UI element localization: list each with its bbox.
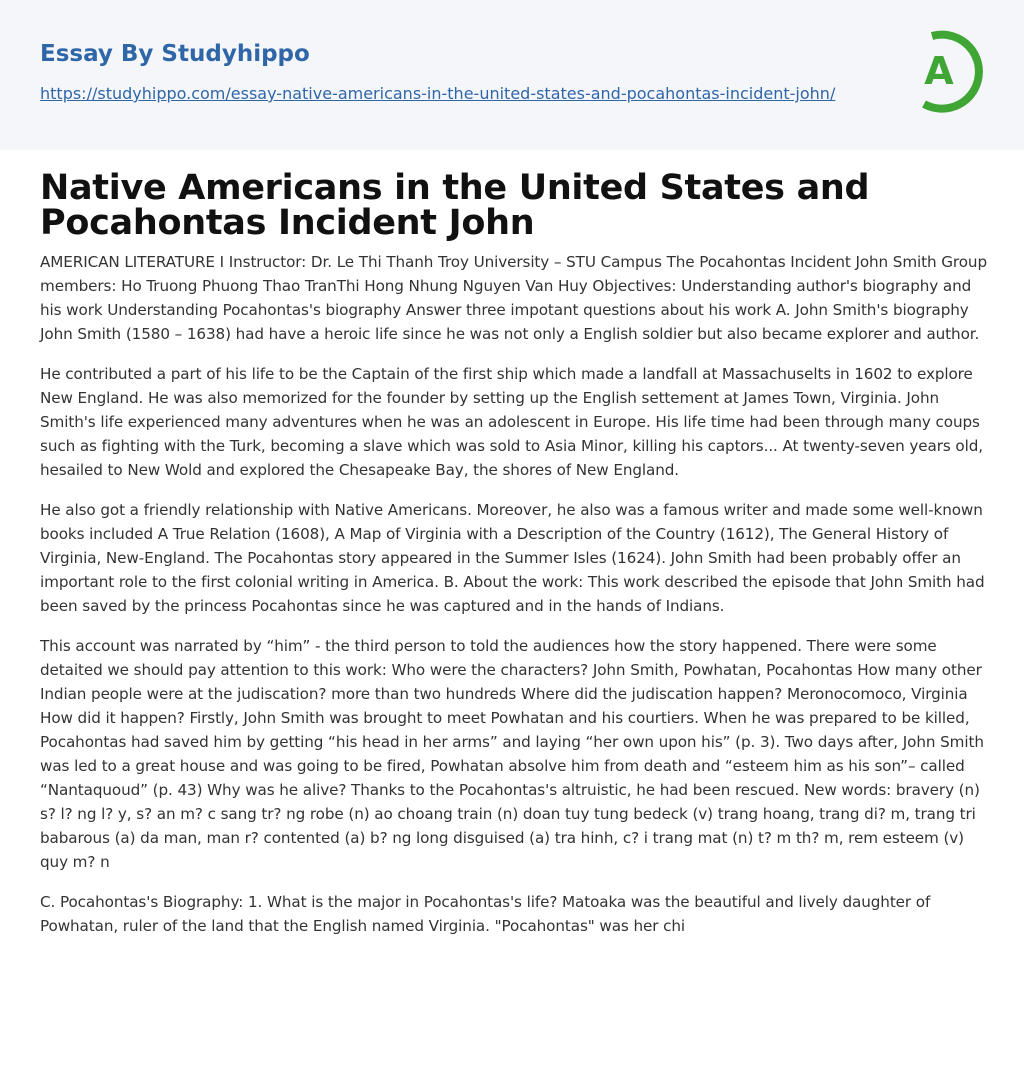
essay-paragraph: C. Pocahontas's Biography: 1. What is the major in Pocahontas's life? Matoaka was the beautiful and lively daughter of Powhatan, ruler of the land that the English named Virginia. "Pocahontas" was her chi <box>40 893 931 935</box>
essay-title: Native Americans in the United States and Pocahontas Incident John <box>40 168 870 243</box>
logo-letter: A <box>924 49 954 93</box>
essay-paragraph: He contributed a part of his life to be the Captain of the first ship which made a landfall at Massachuselts in 1602 to explore New England. He was also memorized for the founder by setting up the English settement at James Town, Virginia. John Smith's life experienced many adventures when he was an adolescent in Europe. His life time had been through many coups such as fighting with the Turk, becoming a slave which was sold to Asia Minor, killing his captors... At twenty-seven years old, hesailed to New Wold and explored the Chesapeake Bay, the shores of New England. <box>40 365 983 479</box>
essay-paragraph: AMERICAN LITERATURE I Instructor: Dr. Le Thi Thanh Troy University – STU Campus The Pocahontas Incident John Smith Group members: Ho Truong Phuong Thao TranThi Hong Nhung Nguyen Van Huy Objectives: Understanding author's biography and his work Understanding Pocahontas's biography Answer three impotant questions about his work A. John Smith's biography John Smith (1580 – 1638) had have a heroic life since he was not only a English soldier but also became explorer and author. <box>40 253 988 343</box>
essay-url-link[interactable]: https://studyhippo.com/essay-native-americans-in-the-united-states-and-pocahontas-incident-john/ <box>40 84 836 103</box>
essay-body <box>40 250 990 954</box>
essay-paragraph: This account was narrated by “him” - the third person to told the audiences how the story happened. There were some detaited we should pay attention to this work: Who were the characters? John Smith, Powhatan, Pocahontas How many other Indian people were at the judiscation? more than two hundreds Where did the judiscation happen? Meronocomoco, Virginia How did it happen? Firstly, John Smith was brought to meet Powhatan and his courtiers. When he was prepared to be killed, Pocahontas had saved him by getting “his head in her arms” and laying “her own upon his” (p. 3). Two days after, John Smith was led to a great house and was going to be fired, Powhatan absolve him from death and “esteem him as his son”– called “Nantaquoud” (p. 43) Why was he alive? Thanks to the Pocahontas's altruistic, he had been rescued. New words: bravery (n) s? l? ng l? y, s? an m? c sang tr? ng robe (n) ao choang train (n) doan tuy tung bedeck (v) trang hoang, trang di? m, trang tri babarous (a) da man, man r? contented (a) b? ng long disguised (a) tra hinh, c? i trang mat (n) t? m th? m, rem esteem (v) quy m? n <box>40 637 984 871</box>
site-header <box>0 0 1024 150</box>
site-brand-title[interactable]: Essay By Studyhippo <box>40 41 310 67</box>
studyhippo-logo-icon[interactable] <box>910 28 988 116</box>
essay-paragraph: He also got a friendly relationship with Native Americans. Moreover, he also was a famous writer and made some well-known books included A True Relation (1608), A Map of Virginia with a Description of the Country (1612), The General History of Virginia, New-England. The Pocahontas story appeared in the Summer Isles (1624). John Smith had been probably offer an important role to the first colonial writing in America. B. About the work: This work described the episode that John Smith had been saved by the princess Pocahontas since he was captured and in the hands of Indians. <box>40 501 985 615</box>
